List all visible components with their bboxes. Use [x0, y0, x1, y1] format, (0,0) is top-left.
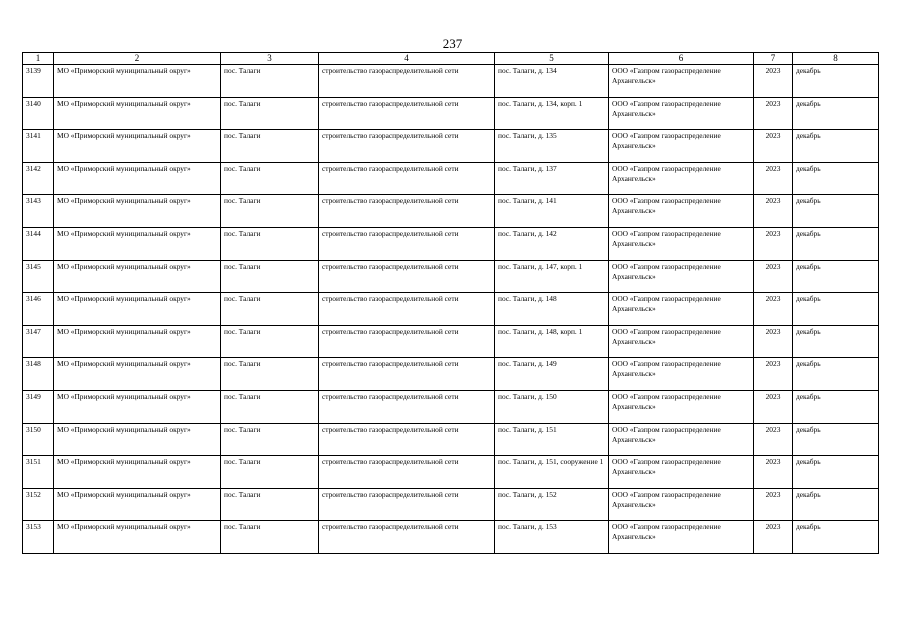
month-cell: декабрь: [793, 162, 879, 195]
settlement-cell: пос. Талаги: [221, 293, 319, 326]
address-cell: пос. Талаги, д. 149: [495, 358, 609, 391]
page-number: 237: [442, 36, 463, 51]
column-number-row: [23, 53, 879, 65]
data-table: [22, 52, 879, 554]
month-cell: декабрь: [793, 260, 879, 293]
organization-cell: ООО «Газпром газораспределение Архангельск»: [609, 195, 754, 228]
column-header: 4: [319, 53, 495, 65]
work-type-cell: строительство газораспределительной сети: [319, 325, 495, 358]
work-type-cell: строительство газораспределительной сети: [319, 195, 495, 228]
table-row: [23, 390, 879, 423]
settlement-cell: пос. Талаги: [221, 227, 319, 260]
district-cell: МО «Приморский муниципальный округ»: [54, 456, 221, 489]
address-cell: пос. Талаги, д. 134: [495, 65, 609, 98]
year-cell: 2023: [754, 325, 793, 358]
row-number: 3144: [23, 227, 54, 260]
organization-cell: ООО «Газпром газораспределение Архангельск»: [609, 293, 754, 326]
organization-cell: ООО «Газпром газораспределение Архангельск»: [609, 97, 754, 130]
organization-cell: ООО «Газпром газораспределение Архангельск»: [609, 260, 754, 293]
year-cell: 2023: [754, 423, 793, 456]
column-header: 3: [221, 53, 319, 65]
work-type-cell: строительство газораспределительной сети: [319, 423, 495, 456]
row-number: 3139: [23, 65, 54, 98]
table-row: [23, 521, 879, 554]
organization-cell: ООО «Газпром газораспределение Архангельск»: [609, 65, 754, 98]
row-number: 3150: [23, 423, 54, 456]
table-row: [23, 130, 879, 163]
work-type-cell: строительство газораспределительной сети: [319, 162, 495, 195]
year-cell: 2023: [754, 130, 793, 163]
address-cell: пос. Талаги, д. 134, корп. 1: [495, 97, 609, 130]
table-row: [23, 358, 879, 391]
year-cell: 2023: [754, 390, 793, 423]
month-cell: декабрь: [793, 325, 879, 358]
month-cell: декабрь: [793, 488, 879, 521]
year-cell: 2023: [754, 358, 793, 391]
work-type-cell: строительство газораспределительной сети: [319, 358, 495, 391]
row-number: 3140: [23, 97, 54, 130]
year-cell: 2023: [754, 162, 793, 195]
year-cell: 2023: [754, 65, 793, 98]
address-cell: пос. Талаги, д. 148, корп. 1: [495, 325, 609, 358]
work-type-cell: строительство газораспределительной сети: [319, 65, 495, 98]
district-cell: МО «Приморский муниципальный округ»: [54, 325, 221, 358]
table-row: [23, 293, 879, 326]
district-cell: МО «Приморский муниципальный округ»: [54, 130, 221, 163]
district-cell: МО «Приморский муниципальный округ»: [54, 390, 221, 423]
month-cell: декабрь: [793, 65, 879, 98]
settlement-cell: пос. Талаги: [221, 488, 319, 521]
address-cell: пос. Талаги, д. 148: [495, 293, 609, 326]
row-number: 3142: [23, 162, 54, 195]
settlement-cell: пос. Талаги: [221, 97, 319, 130]
year-cell: 2023: [754, 293, 793, 326]
district-cell: МО «Приморский муниципальный округ»: [54, 488, 221, 521]
address-cell: пос. Талаги, д. 141: [495, 195, 609, 228]
table-row: [23, 325, 879, 358]
month-cell: декабрь: [793, 521, 879, 554]
column-header: 5: [495, 53, 609, 65]
year-cell: 2023: [754, 521, 793, 554]
address-cell: пос. Талаги, д. 137: [495, 162, 609, 195]
column-header: 1: [23, 53, 54, 65]
year-cell: 2023: [754, 195, 793, 228]
settlement-cell: пос. Талаги: [221, 325, 319, 358]
organization-cell: ООО «Газпром газораспределение Архангельск»: [609, 390, 754, 423]
table-row: [23, 423, 879, 456]
year-cell: 2023: [754, 456, 793, 489]
year-cell: 2023: [754, 488, 793, 521]
settlement-cell: пос. Талаги: [221, 260, 319, 293]
month-cell: декабрь: [793, 227, 879, 260]
table-row: [23, 65, 879, 98]
row-number: 3141: [23, 130, 54, 163]
column-header: 7: [754, 53, 793, 65]
table-row: [23, 456, 879, 489]
month-cell: декабрь: [793, 293, 879, 326]
district-cell: МО «Приморский муниципальный округ»: [54, 293, 221, 326]
table-row: [23, 97, 879, 130]
row-number: 3149: [23, 390, 54, 423]
district-cell: МО «Приморский муниципальный округ»: [54, 423, 221, 456]
address-cell: пос. Талаги, д. 151, сооружение 1: [495, 456, 609, 489]
settlement-cell: пос. Талаги: [221, 162, 319, 195]
address-cell: пос. Талаги, д. 153: [495, 521, 609, 554]
settlement-cell: пос. Талаги: [221, 195, 319, 228]
organization-cell: ООО «Газпром газораспределение Архангельск»: [609, 130, 754, 163]
work-type-cell: строительство газораспределительной сети: [319, 130, 495, 163]
settlement-cell: пос. Талаги: [221, 423, 319, 456]
work-type-cell: строительство газораспределительной сети: [319, 293, 495, 326]
settlement-cell: пос. Талаги: [221, 521, 319, 554]
district-cell: МО «Приморский муниципальный округ»: [54, 65, 221, 98]
district-cell: МО «Приморский муниципальный округ»: [54, 162, 221, 195]
work-type-cell: строительство газораспределительной сети: [319, 390, 495, 423]
district-cell: МО «Приморский муниципальный округ»: [54, 260, 221, 293]
work-type-cell: строительство газораспределительной сети: [319, 260, 495, 293]
settlement-cell: пос. Талаги: [221, 390, 319, 423]
organization-cell: ООО «Газпром газораспределение Архангельск»: [609, 488, 754, 521]
column-header: 6: [609, 53, 754, 65]
district-cell: МО «Приморский муниципальный округ»: [54, 358, 221, 391]
address-cell: пос. Талаги, д. 142: [495, 227, 609, 260]
column-header: 8: [793, 53, 879, 65]
organization-cell: ООО «Газпром газораспределение Архангельск»: [609, 325, 754, 358]
month-cell: декабрь: [793, 130, 879, 163]
organization-cell: ООО «Газпром газораспределение Архангельск»: [609, 162, 754, 195]
work-type-cell: строительство газораспределительной сети: [319, 521, 495, 554]
month-cell: декабрь: [793, 358, 879, 391]
row-number: 3147: [23, 325, 54, 358]
table-row: [23, 227, 879, 260]
settlement-cell: пос. Талаги: [221, 65, 319, 98]
row-number: 3151: [23, 456, 54, 489]
district-cell: МО «Приморский муниципальный округ»: [54, 227, 221, 260]
work-type-cell: строительство газораспределительной сети: [319, 456, 495, 489]
address-cell: пос. Талаги, д. 151: [495, 423, 609, 456]
month-cell: декабрь: [793, 390, 879, 423]
row-number: 3153: [23, 521, 54, 554]
table-row: [23, 162, 879, 195]
row-number: 3148: [23, 358, 54, 391]
settlement-cell: пос. Талаги: [221, 456, 319, 489]
address-cell: пос. Талаги, д. 152: [495, 488, 609, 521]
month-cell: декабрь: [793, 195, 879, 228]
organization-cell: ООО «Газпром газораспределение Архангельск»: [609, 358, 754, 391]
address-cell: пос. Талаги, д. 150: [495, 390, 609, 423]
district-cell: МО «Приморский муниципальный округ»: [54, 195, 221, 228]
district-cell: МО «Приморский муниципальный округ»: [54, 521, 221, 554]
year-cell: 2023: [754, 260, 793, 293]
year-cell: 2023: [754, 227, 793, 260]
row-number: 3143: [23, 195, 54, 228]
column-header: 2: [54, 53, 221, 65]
organization-cell: ООО «Газпром газораспределение Архангельск»: [609, 423, 754, 456]
settlement-cell: пос. Талаги: [221, 130, 319, 163]
work-type-cell: строительство газораспределительной сети: [319, 488, 495, 521]
organization-cell: ООО «Газпром газораспределение Архангельск»: [609, 227, 754, 260]
district-cell: МО «Приморский муниципальный округ»: [54, 97, 221, 130]
address-cell: пос. Талаги, д. 135: [495, 130, 609, 163]
table-body: [23, 65, 879, 554]
month-cell: декабрь: [793, 456, 879, 489]
address-cell: пос. Талаги, д. 147, корп. 1: [495, 260, 609, 293]
settlement-cell: пос. Талаги: [221, 358, 319, 391]
work-type-cell: строительство газораспределительной сети: [319, 227, 495, 260]
organization-cell: ООО «Газпром газораспределение Архангельск»: [609, 456, 754, 489]
row-number: 3145: [23, 260, 54, 293]
row-number: 3146: [23, 293, 54, 326]
organization-cell: ООО «Газпром газораспределение Архангельск»: [609, 521, 754, 554]
row-number: 3152: [23, 488, 54, 521]
month-cell: декабрь: [793, 423, 879, 456]
table-row: [23, 195, 879, 228]
table-row: [23, 488, 879, 521]
work-type-cell: строительство газораспределительной сети: [319, 97, 495, 130]
year-cell: 2023: [754, 97, 793, 130]
month-cell: декабрь: [793, 97, 879, 130]
table-row: [23, 260, 879, 293]
